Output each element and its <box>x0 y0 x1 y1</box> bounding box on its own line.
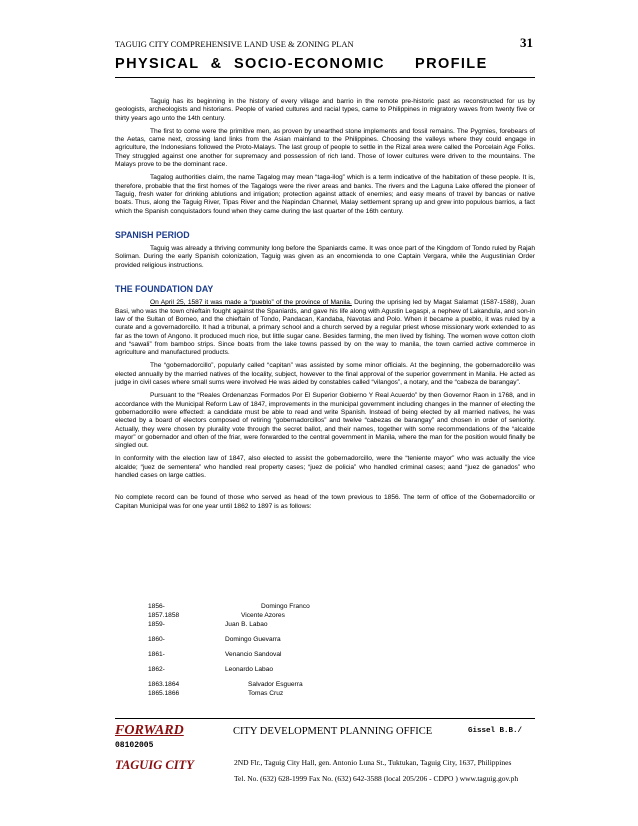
foundation-paragraph-2: The “gobernadorcillo”, popularly called “capitan” was assisted by some minor officials. At the beginning, the gobernadorcillo was elected annually by the married natives of the locality, subject, however to the final approval of the superior government in Manila. He acted as judge in civil cases where small sums were involved He was aided by constables called “vilangos”, a notary, and the “cabeza de barangay”. <box>115 362 535 387</box>
head-name: Venancio Sandoval <box>225 651 282 658</box>
section-heading-spanish: SPANISH PERIOD <box>115 229 190 240</box>
footer-divider <box>115 718 535 719</box>
running-header <box>115 35 533 50</box>
head-name: Vicente Azores <box>241 612 285 619</box>
author-initials: Gissel B.B./ <box>468 727 523 735</box>
head-year: 1856- <box>148 603 165 610</box>
head-name: Domingo Guevarra <box>225 636 281 643</box>
body-text <box>115 98 535 516</box>
office-contact: Tel. No. (632) 628-1999 Fax No. (632) 642-3588 (local 205/206 - CDPO ) www.taguig.gov.ph <box>234 774 519 783</box>
section-heading-foundation: THE FOUNDATION DAY <box>115 284 214 295</box>
head-year: 1862- <box>148 666 165 673</box>
page-title-left: PHYSICAL & SOCIO-ECONOMIC <box>115 56 385 72</box>
head-name: Leonardo Labao <box>225 666 274 673</box>
foundation-paragraph-5: No complete record can be found of those who served as head of the town previous to 1856. The term of office of the Gobernadorcillo or Capitan Municipal was for one year until 1862 to 1897 is as follows: <box>115 494 535 510</box>
intro-paragraph-3: Tagalog authorities claim, the name Tagalog may mean “taga-ilog” which is a term indicative of the habitation of these people. It is, therefore, probable that the first homes of the Tagalogs were the river areas and banks. The rivers and the Laguna Lake offered the pioneer of Taguig, fresh water for drinking ablutions and irrigation; protection against attack of enemies; and easy means of travel by bancas or native boats. Thus, along the Taguig River, Tipas River and the Napindan Channel, Malay settlement sprang up and grew into populous barrios, a fact which the Spanish conquistadors found when they came during the last quarter of the 16th century. <box>115 174 535 215</box>
page-number: 31 <box>520 35 533 50</box>
foundation-paragraph-4: In conformity with the election law of 1847, also elected to assist the gobernadorcillo, were the “teniente mayor” who was actually the vice alcalde; “juez de sementera” who handled real property cases; “juez de policia” who handled criminal cases; aand “juez de ganados” who handled cases on large cattles. <box>115 455 535 479</box>
head-year: 1857.1858 <box>148 612 180 619</box>
head-year: 1860- <box>148 636 165 643</box>
foundation-date-text: On April 25, 1587 it was made a “pueblo” of the province of Manila. <box>150 299 352 307</box>
head-year: 1863.1864 <box>148 681 180 688</box>
title-divider <box>115 77 535 78</box>
office-name: CITY DEVELOPMENT PLANNING OFFICE <box>233 726 433 737</box>
spanish-paragraph: Taguig was already a thriving community long before the Spaniards came. It was once part of the Kingdom of Tondo ruled by Rajah Soliman. During the early Spanish colonization, Taguig was given as an encomienda to one Captain Vergara, while the Augustinian Order provided religious instructions. <box>115 245 535 269</box>
head-year: 1861- <box>148 651 165 658</box>
page-title <box>115 56 535 72</box>
head-year: 1859- <box>148 621 165 628</box>
foundation-paragraph-1 <box>115 299 535 357</box>
head-name: Tomas Cruz <box>248 690 284 697</box>
head-year: 1865.1866 <box>148 690 180 697</box>
head-name: Salvador Esguerra <box>248 681 303 688</box>
intro-paragraph-2: The first to come were the primitive men, as proven by unearthed stone implements and fossil remains. The Pygmies, forebears of the Aetas, came next, crossing land links from the Asian mainland to the Philippines. Choosing the valleys where they could engage in agriculture, the Indonesians followed the Proto-Malays. The last group of people to settle in the Rizal area were called the Porcelain Age Folks. They struggled against one another for supremacy and possession of rich land. Those of lower cultures were driven to the mountains. The Malays prove to be the dominant race. <box>115 127 535 169</box>
head-name: Juan B. Labao <box>225 621 268 628</box>
forward-logo-text: FORWARD <box>115 723 184 738</box>
foundation-paragraph-1-rest: During the uprising led by Magat Salamat (1587-1588), Juan Basi, who was the town chieftain fought against the Spaniards, and gave his life along with Agustin Legaspi, a nephew of Lakandula, and son-in law of the Sultan of Borneo, and the chieftain of Tondo, Pandacan, Kandaba, Navotas and Polo. When it became a pueblo, it was ruled by a curate and a governadorcillo. It had a tribunal, a primary school and a church served by a regular priest whose missionary work extended to as far as the town of Angono. It produced much rice, but little sugar cane. Besides farming, the men lived by fishing. The women wove cotton cloth and “sawali” from bamboo strips. Since boats from the lake towns passed by on the way to manila, the town carried active commerce in agriculture and manufactured products. <box>115 299 535 357</box>
office-address: 2ND Flr., Taguig City Hall, gen. Antonio Luna St., Tuktukan, Taguig City, 1637, Philippines <box>234 758 512 767</box>
head-name: Domingo Franco <box>261 603 310 610</box>
page-title-right: PROFILE <box>415 56 488 72</box>
foundation-paragraph-3: Pursuant to the “Reales Ordenanzas Formados Por El Superior Gobierno Y Real Acuerdo” by then Governor Raon in 1768, and in accordance with the Municipal Reform Law of 1847, improvements in the municipal government including changes in the manner of electing the gobernadorcillo were effected: a candidate must be able to read and write Spanish. Instead of being elected by all married natives, he was elected by a board of electors composed of retiring “gobernadorcillos” and twelve “cabezas de barangay” and chosen in order of seniority. Actually, they were chosen by plurality vote through the secret ballot, and their names, together with some recommendations of the “alcalde mayor” or gobernador and often of the friar, were forwarded to the central government in Manila, where the man for the position would finally be singled out. <box>115 392 535 450</box>
header-title: TAGUIG CITY COMPREHENSIVE LAND USE & ZONING PLAN <box>115 39 354 49</box>
intro-paragraph-1: Taguig has its beginning in the history of every village and barrio in the remote pre-historic past as reconstructed for us by geologists, archeologists and historians. People of varied cultures and racial types, came to Philippines in migratory waves from twenty five or thirty years ago unto the 14th century. <box>115 98 535 122</box>
taguig-city-logo-text: TAGUIG CITY <box>115 758 194 772</box>
document-code: 08102005 <box>115 741 154 750</box>
